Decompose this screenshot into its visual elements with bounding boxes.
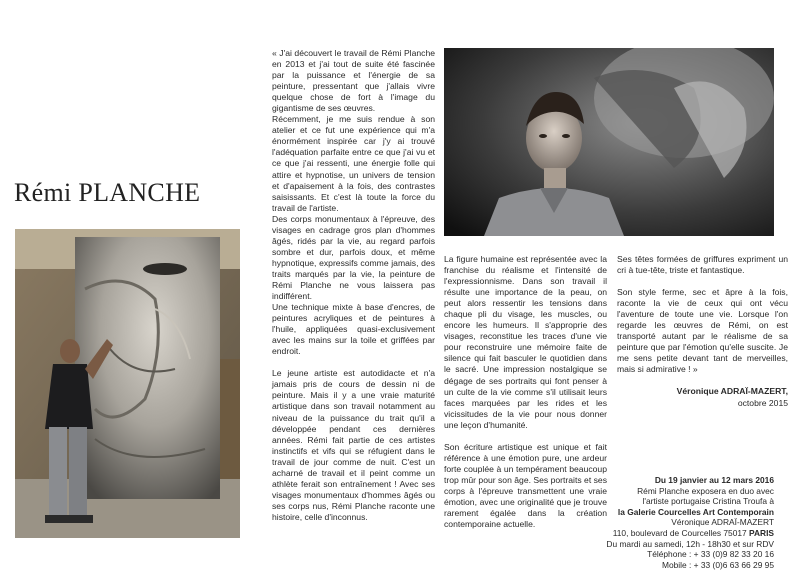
paragraph: La figure humaine est représentée avec la franchise du réalisme et l'intensité de l'expressionnisme. Dans son travail il résulte une importance de la peau, on peut alors ressentir les tensions dans chaque pli du visage, les muscles, ou encore les humeurs. Il s'approprie des visages, reconstitue les traces d'une vie pour reconstruire une mémoire faite de silence qui fait basculer le quotidien dans le sacré. Une impression nostalgique se dégage de ses portraits qui font penser à un culte de la vie comme s'il utilisait leurs faces marquées par les rides et les vicissitudes de la vie pour nous donner une leçon d'humanité. (444, 254, 607, 430)
artist-portrait-photo (444, 48, 774, 236)
artist-name-title: Rémi PLANCHE (14, 178, 201, 207)
address-street: 110, boulevard de Courcelles 75017 (612, 527, 747, 538)
artist-portrait-illustration (444, 48, 774, 236)
gallery-address (600, 528, 774, 539)
signature-date: octobre 2015 (737, 397, 788, 408)
exhibition-line: Rémi Planche exposera en duo avec (637, 485, 774, 496)
article-column-3 (617, 254, 788, 409)
studio-photo (15, 229, 240, 538)
article-column-1 (272, 48, 435, 523)
opening-hours: Du mardi au samedi, 12h - 18h30 et sur RDV (606, 538, 774, 549)
signature-name: Véronique ADRAÏ-MAZERT, (676, 386, 788, 397)
curator-name: Véronique ADRAÏ-MAZERT (671, 517, 774, 528)
paragraph: Ses têtes formées de griffures expriment un cri à tue-tête, triste et fantastique. (617, 254, 788, 276)
studio-photo-illustration (15, 229, 240, 538)
paragraph: Une technique mixte à base d'encres, de peintures acryliques et de peintures à l'huile, appliquées quasi-exclusivement avec les mains sur la toile et griffées par endroit. (272, 302, 435, 357)
exhibition-info (600, 475, 774, 570)
gallery-name: la Galerie Courcelles Art Contemporain (617, 506, 774, 517)
exhibition-dates: Du 19 janvier au 12 mars 2016 (654, 475, 774, 485)
paragraph: Des corps monumentaux à l'épreuve, des visages en cadrage gros plan d'hommes âgés, ridés par la vie, au regard parfois sombre et dur, parfois doux, et même hypnotique, expressifs comme jamais, des traits marqués par la vie, la peinture de Rémi Planche ne vous laissera pas indifférent. (272, 213, 435, 302)
paragraph: Son écriture artistique est unique et fait référence à une émotion pure, une ardeur forte couplée à un tempérament beaucoup trop mûr pour son âge. Ses portraits et ses corps à l'épreuve transmettent une vraie émotion, avec une originalité que je trouve rarement égalée dans la création contemporaine actuelle. (444, 441, 607, 530)
paragraph: Le jeune artiste est autodidacte et n'a jamais pris de cours de dessin ni de peinture. Mais il y a une vraie maturité artistique dans son travail notamment au niveau de la puissance du trait qu'il a développée pendant ces dernières années. Rémi fait partie de ces artistes instinctifs et vifs qui se réfugient dans le travail de jour comme de nuit. C'est un acharné de travail et il peint comme un athlète ferait son entraînement ! Avec ses visages monumentaux d'hommes âgés ou ses corps nus, Rémi Planche raconte une histoire, celle d'inconnus. (272, 368, 435, 522)
paragraph: Son style ferme, sec et âpre à la fois, raconte la vie de ceux qui ont vécu l'aventure de toute une vie. Lorsque l'on regarde les œuvres de Rémi, on est transporté autant par le réalisme de sa peinture que par l'émotion qu'elle suscite. Je me sens petite devant tant de merveilles, mais si admirative ! » (617, 287, 788, 375)
exhibition-line: l'artiste portugaise Cristina Troufa à (642, 496, 774, 507)
mobile-number: Mobile : + 33 (0)6 63 66 29 95 (662, 559, 774, 570)
address-city: PARIS (749, 527, 774, 538)
paragraph: « J'ai découvert le travail de Rémi Planche en 2013 et j'ai tout de suite été fascinée par la puissance et l'énergie de sa peinture, pressentant que j'allais vivre quelque chose de fort à l'image du gigantisme de ses œuvres. (272, 48, 435, 114)
paragraph: Récemment, je me suis rendue à son atelier et ce fut une expérience qui m'a énormément inspirée car j'y ai trouvé l'adéquation parfaite entre ce que j'ai vu et ce que j'ai ressenti, une énergie folle qui attire et hypnotise, un univers de tension et d'apaisement à la fois, des contrastes saisissants. Et c'est là toute la force du travail de l'artiste. (272, 114, 435, 213)
phone-number: Téléphone : + 33 (0)9 82 33 20 16 (647, 549, 774, 560)
article-column-2 (444, 254, 607, 530)
